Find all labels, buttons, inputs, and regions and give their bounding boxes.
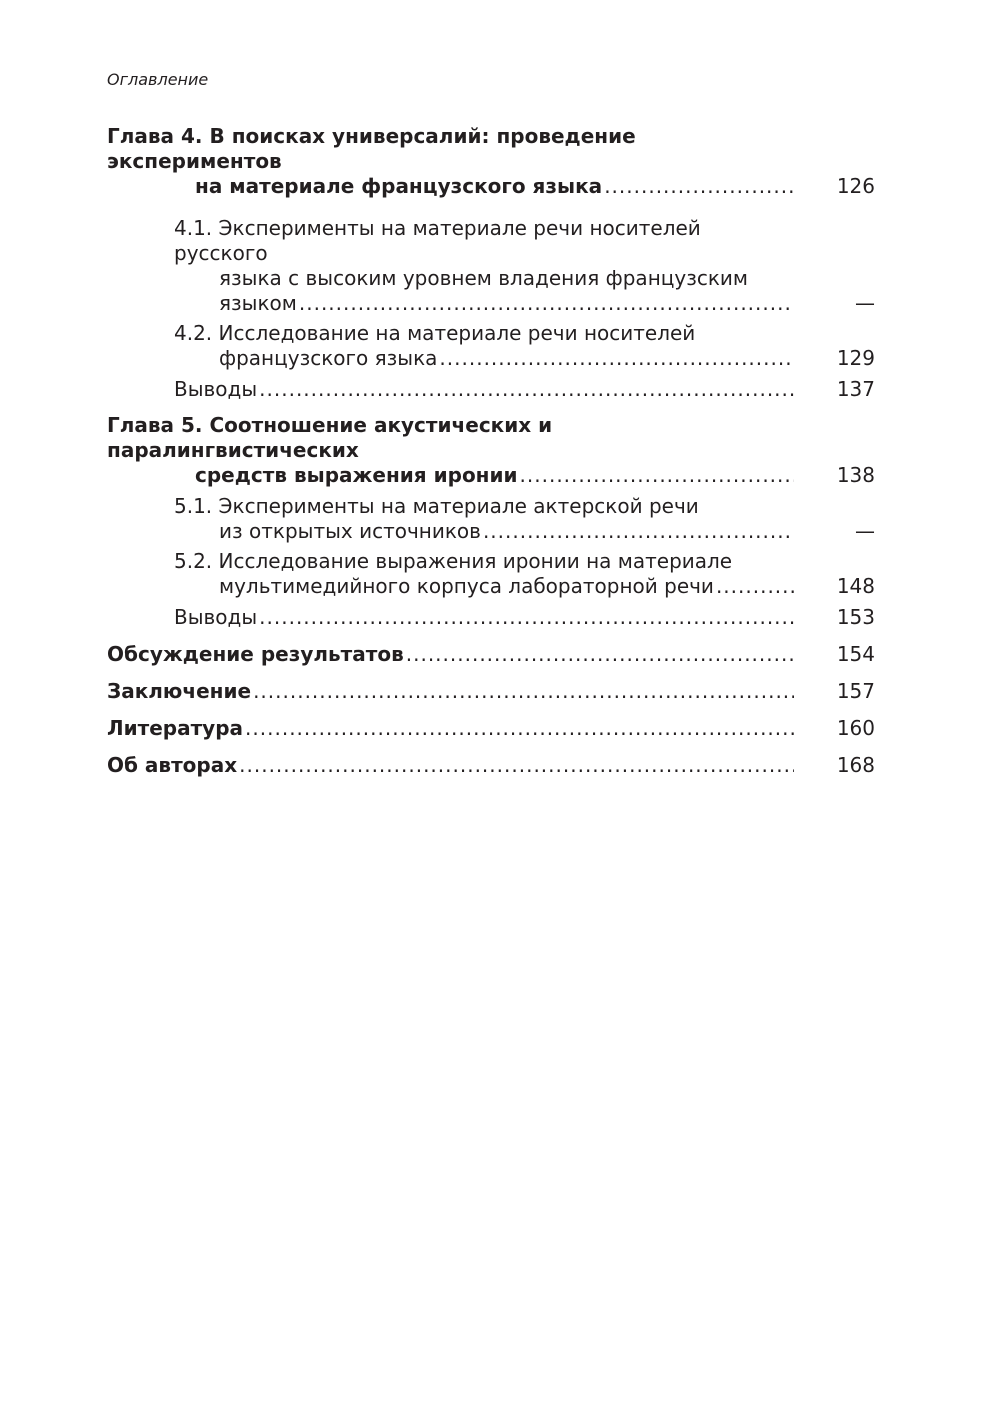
page-number: — [855,291,875,315]
dot-leader [259,377,794,402]
page-number: 168 [836,753,875,777]
toc-entry-title: из открытых источников [219,519,481,543]
dot-leader [406,642,794,667]
page-number: 137 [836,377,875,401]
dot-leader [239,753,794,778]
toc-section-4-2[interactable] [107,321,875,371]
dot-leader [299,291,794,316]
toc-chapter-4[interactable] [107,124,875,199]
dot-leader [483,519,794,544]
toc-entry-title: Глава 4. В поисках универсалий: проведение экспериментов [107,124,636,173]
dot-leader [253,679,794,704]
page-number: 148 [836,574,875,598]
toc-section-5-1[interactable] [107,494,875,544]
toc-entry-title: на материале французского языка [195,174,603,198]
toc-entry-title: Заключение [107,679,252,703]
toc-discussion[interactable] [107,642,875,667]
dot-leader [604,174,794,199]
toc-entry-title: Выводы [174,377,258,401]
toc-literature[interactable] [107,716,875,741]
toc-conclusion[interactable] [107,679,875,704]
toc-chapter-5[interactable] [107,413,875,488]
toc-entry-title: Обсуждение результатов [107,642,404,666]
toc-entry-title: 4.2. Исследование на материале речи носителей [174,321,696,345]
toc-entry-title: 5.1. Эксперименты на материале актерской речи [174,494,699,518]
page-number: 154 [836,642,875,666]
toc-conclusions-5[interactable] [107,605,875,630]
toc-entry-title: языком [219,291,297,315]
page-number: 160 [836,716,875,740]
dot-leader [439,346,794,371]
toc-entry-title: мультимедийного корпуса лабораторной речи [219,574,714,598]
page-number: — [855,519,875,543]
toc-conclusions-4[interactable] [107,377,875,402]
toc-entry-title: Глава 5. Соотношение акустических и паралингвистических [107,413,553,462]
page-number: 153 [836,605,875,629]
toc-entry-title: Выводы [174,605,258,629]
page-number: 126 [836,174,875,198]
page-number: 157 [836,679,875,703]
toc-section-5-2[interactable] [107,549,875,599]
toc-section-4-1[interactable] [107,216,875,316]
toc-entry-title: Литература [107,716,244,740]
toc-entry-title: французского языка [219,346,438,370]
running-head: Оглавление [107,70,209,89]
dot-leader [245,716,794,741]
table-of-contents [107,124,875,778]
page-number: 129 [836,346,875,370]
dot-leader [520,463,794,488]
page-number: 138 [836,463,875,487]
toc-entry-title: средств выражения иронии [195,463,518,487]
toc-entry-title: Об авторах [107,753,238,777]
dot-leader [716,574,794,599]
toc-entry-title: языка с высоким уровнем владения французским [219,266,749,290]
toc-about-authors[interactable] [107,753,875,778]
toc-entry-title: 4.1. Эксперименты на материале речи носителей русского [174,216,701,265]
dot-leader [259,605,794,630]
toc-entry-title: 5.2. Исследование выражения иронии на материале [174,549,733,573]
